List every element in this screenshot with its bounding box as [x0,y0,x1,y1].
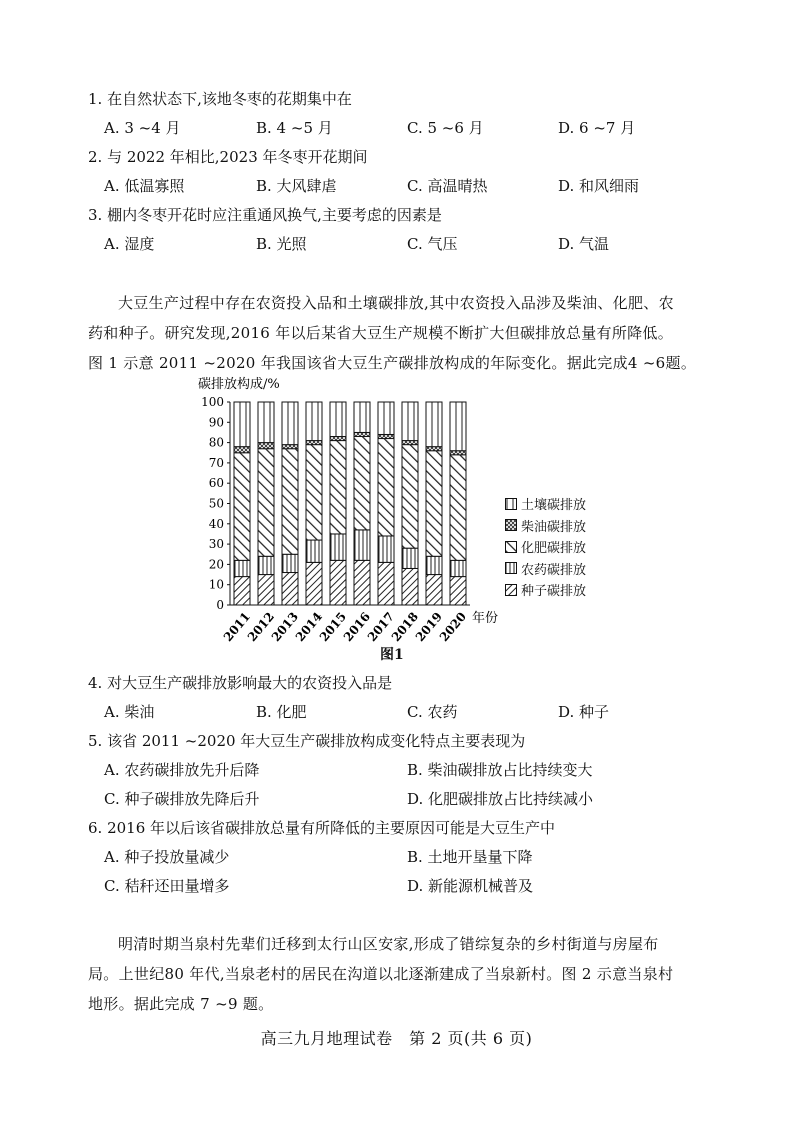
y-tick-label: 60 [208,476,224,491]
question-4-option-c: C. 农药 [407,703,458,721]
x-axis-title: 年份 [472,611,499,626]
question-1-option-a: A. 3 ~4 月 [104,119,181,137]
question-3-stem: 3. 棚内冬枣开花时应注重通风换气,主要考虑的因素是 [88,206,442,224]
question-3-option-c: C. 气压 [407,235,458,253]
legend-item [505,515,586,537]
passage-2-line-1: 明清时期当泉村先辈们迁移到太行山区安家,形成了错综复杂的乡村街道与房屋布 [118,935,659,953]
legend-item [505,493,586,515]
carbon-emission-chart [190,374,510,644]
bar-segment [378,434,394,438]
bar-segment [234,447,250,453]
bar-segment [354,437,370,530]
bar-segment [354,560,370,605]
question-5-option-d: D. 化肥碳排放占比持续减小 [407,790,594,808]
question-6-stem: 6. 2016 年以后该省碳排放总量有所降低的主要原因可能是大豆生产中 [88,819,556,837]
question-3-option-d: D. 气温 [558,235,610,253]
question-2-option-b: B. 大风肆虐 [256,177,337,195]
bar-segment [330,402,346,437]
question-2-stem: 2. 与 2022 年相比,2023 年冬枣开花期间 [88,148,368,166]
question-1-option-c: C. 5 ~6 月 [407,119,484,137]
passage-2-line-3: 地形。据此完成 7 ~9 题。 [88,995,274,1013]
legend-item [505,536,586,558]
bar-segment [282,573,298,605]
question-4-option-b: B. 化肥 [256,703,307,721]
bar-segment [258,402,274,443]
y-tick-label: 70 [208,455,224,470]
question-3-option-a: A. 湿度 [104,235,155,253]
legend-swatch [505,584,517,596]
bar-segment [234,402,250,447]
question-5-option-c: C. 种子碳排放先降后升 [104,790,260,808]
bar-segment [450,577,466,605]
bar-segment [402,441,418,445]
y-tick-label: 10 [208,577,224,592]
bar-segment [378,439,394,536]
page-footer: 高三九月地理试卷 第 2 页(共 6 页) [260,1029,533,1048]
bar-segment [378,402,394,434]
bar-segment [306,540,322,562]
question-6-option-d: D. 新能源机械普及 [407,877,534,895]
legend-label: 柴油碳排放 [521,519,587,535]
legend-swatch-fill [506,498,517,509]
passage-1-line-2: 药和种子。研究发现,2016 年以后某省大豆生产规模不断扩大但碳排放总量有所降低。 [88,324,674,342]
question-1-option-d: D. 6 ~7 月 [558,119,636,137]
chart-legend [505,493,586,601]
x-tick-label: 2018 [388,609,422,644]
bar-segment [234,560,250,576]
bar-segment [282,445,298,449]
x-tick-label: 2011 [220,609,254,644]
question-6-option-a: A. 种子投放量减少 [104,848,230,866]
bar-segment [234,577,250,605]
legend-label: 种子碳排放 [521,584,587,600]
legend-swatch-fill [506,584,517,595]
legend-swatch [505,519,517,531]
bar-segment [258,449,274,557]
bar-segment [258,556,274,574]
bar-segment [330,560,346,605]
x-tick-label: 2017 [364,609,398,644]
x-tick-label: 2013 [268,609,302,644]
bar-segment [354,530,370,560]
legend-swatch-fill [506,520,517,531]
question-6-option-c: C. 秸秆还田量增多 [104,877,230,895]
bar-segment [450,451,466,455]
legend-label: 农药碳排放 [521,562,587,578]
y-tick-label: 0 [216,598,224,612]
legend-swatch-fill [506,563,517,574]
legend-swatch [505,541,517,553]
passage-2-line-2: 局。上世纪80 年代,当泉老村的居民在沟道以北逐渐建成了当泉新村。图 2 示意当泉村 [88,965,674,983]
question-5-stem: 5. 该省 2011 ~2020 年大豆生产碳排放构成变化特点主要表现为 [88,732,526,750]
y-tick-label: 80 [208,435,224,450]
bar-segment [426,447,442,451]
legend-item [505,558,586,580]
bar-segment [282,449,298,555]
y-tick-label: 30 [208,537,224,552]
x-tick-label: 2015 [316,609,350,644]
bar-segment [306,445,322,540]
question-4-option-d: D. 种子 [558,703,610,721]
passage-1-line-1: 大豆生产过程中存在农资投入品和土壤碳排放,其中农资投入品涉及柴油、化肥、农 [118,294,674,312]
y-tick-label: 40 [208,516,224,531]
bar-segment [426,451,442,557]
bar-segment [258,443,274,449]
x-tick-label: 2012 [244,609,278,644]
question-1-option-b: B. 4 ~5 月 [256,119,333,137]
question-5-option-b: B. 柴油碳排放占比持续变大 [407,761,593,779]
bar-segment [450,560,466,576]
y-tick-label: 100 [201,395,224,409]
y-tick-label: 90 [208,415,224,430]
bar-segment [306,441,322,445]
bar-segment [450,402,466,451]
bar-segment [306,562,322,605]
x-tick-label: 2014 [292,609,326,644]
legend-swatch-fill [506,541,517,552]
figure-1-label: 图1 [380,647,404,663]
bar-segment [354,432,370,436]
legend-label: 土壤碳排放 [521,498,587,514]
bar-segment [426,556,442,574]
bar-segment [426,402,442,447]
bar-segment [402,445,418,549]
legend-swatch [505,498,517,510]
question-4-stem: 4. 对大豆生产碳排放影响最大的农资投入品是 [88,674,393,692]
bar-segment [402,568,418,605]
x-tick-label: 2019 [412,609,446,644]
bar-segment [306,402,322,441]
bar-segment [402,548,418,568]
question-4-option-a: A. 柴油 [104,703,155,721]
x-tick-label: 2016 [340,609,374,644]
bar-segment [426,575,442,605]
bar-segment [378,562,394,605]
question-2-option-d: D. 和风细雨 [558,177,640,195]
question-2-option-c: C. 高温晴热 [407,177,488,195]
bar-segment [258,575,274,605]
question-3-option-b: B. 光照 [256,235,307,253]
question-5-option-a: A. 农药碳排放先升后降 [104,761,260,779]
bar-segment [330,534,346,560]
bar-segment [378,536,394,562]
bar-segment [402,402,418,441]
x-tick-label: 2020 [436,609,470,644]
bar-segment [450,455,466,561]
legend-label: 化肥碳排放 [521,541,587,557]
bar-segment [330,437,346,441]
y-axis-title: 碳排放构成/% [198,377,280,392]
bar-segment [234,453,250,561]
y-tick-label: 50 [208,496,224,511]
question-1-stem: 1. 在自然状态下,该地冬枣的花期集中在 [88,90,352,108]
legend-swatch [505,562,517,574]
bar-segment [282,402,298,445]
question-6-option-b: B. 土地开垦量下降 [407,848,533,866]
bar-segment [354,402,370,432]
bar-segment [282,554,298,572]
bar-segment [330,441,346,534]
y-tick-label: 20 [208,557,224,572]
question-2-option-a: A. 低温寡照 [104,177,185,195]
legend-item [505,579,586,601]
passage-1-line-3: 图 1 示意 2011 ~2020 年我国该省大豆生产碳排放构成的年际变化。据此完成4 ~6题。 [88,354,697,372]
